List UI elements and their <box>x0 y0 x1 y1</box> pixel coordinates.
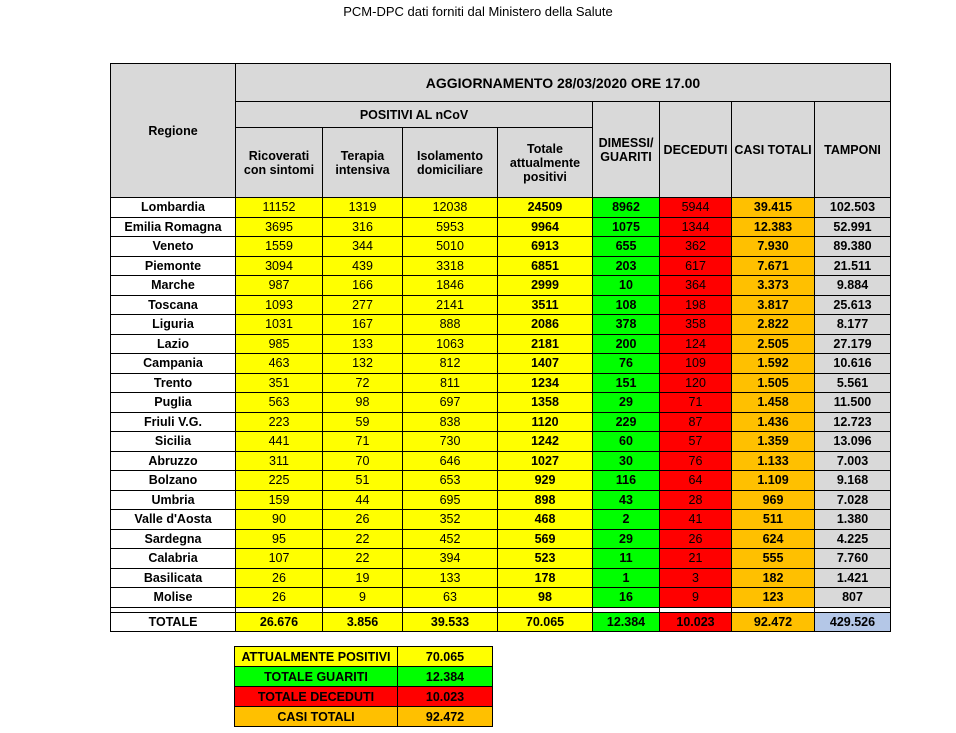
totale-positivi-value: 178 <box>498 568 593 588</box>
totale-positivi-value: 929 <box>498 471 593 491</box>
deceduti-value: 362 <box>660 237 732 257</box>
terapia-value: 9 <box>323 588 403 608</box>
tamponi-value: 1.421 <box>815 568 891 588</box>
dimessi-value: 378 <box>593 315 660 335</box>
casi-totali-value: 7.930 <box>732 237 815 257</box>
isolamento-value: 5010 <box>403 237 498 257</box>
totale-positivi-value: 3511 <box>498 295 593 315</box>
casi-totali-value: 1.359 <box>732 432 815 452</box>
tamponi-value: 13.096 <box>815 432 891 452</box>
isolamento-value: 812 <box>403 354 498 374</box>
header-deceduti: DECEDUTI <box>660 102 732 198</box>
tamponi-value: 5.561 <box>815 373 891 393</box>
region-name: Veneto <box>111 237 236 257</box>
region-name: TOTALE <box>111 612 236 631</box>
isolamento-value: 352 <box>403 510 498 530</box>
table-row <box>111 334 891 354</box>
tamponi-value: 429.526 <box>815 612 891 631</box>
region-name: Piemonte <box>111 256 236 276</box>
dimessi-value: 655 <box>593 237 660 257</box>
region-name: Marche <box>111 276 236 296</box>
dimessi-value: 229 <box>593 412 660 432</box>
table-row <box>111 315 891 335</box>
casi-totali-value: 555 <box>732 549 815 569</box>
isolamento-value: 1846 <box>403 276 498 296</box>
region-name: Lazio <box>111 334 236 354</box>
region-name: Valle d'Aosta <box>111 510 236 530</box>
total-row <box>111 612 891 631</box>
table-row <box>111 510 891 530</box>
isolamento-value: 646 <box>403 451 498 471</box>
dimessi-value: 8962 <box>593 198 660 218</box>
header-casi-totali: CASI TOTALI <box>732 102 815 198</box>
region-name: Umbria <box>111 490 236 510</box>
totale-positivi-value: 2999 <box>498 276 593 296</box>
casi-totali-value: 624 <box>732 529 815 549</box>
ricoverati-value: 26 <box>236 588 323 608</box>
tamponi-value: 89.380 <box>815 237 891 257</box>
dimessi-value: 108 <box>593 295 660 315</box>
table-row <box>111 568 891 588</box>
terapia-value: 344 <box>323 237 403 257</box>
deceduti-value: 71 <box>660 393 732 413</box>
summary-value: 10.023 <box>398 687 493 707</box>
ricoverati-value: 3695 <box>236 217 323 237</box>
ricoverati-value: 1093 <box>236 295 323 315</box>
table-row <box>111 237 891 257</box>
casi-totali-value: 182 <box>732 568 815 588</box>
summary-value: 70.065 <box>398 647 493 667</box>
casi-totali-value: 1.133 <box>732 451 815 471</box>
totale-positivi-value: 2086 <box>498 315 593 335</box>
isolamento-value: 1063 <box>403 334 498 354</box>
summary-label: TOTALE DECEDUTI <box>235 687 398 707</box>
table-row <box>111 490 891 510</box>
casi-totali-value: 2.505 <box>732 334 815 354</box>
dimessi-value: 10 <box>593 276 660 296</box>
deceduti-value: 3 <box>660 568 732 588</box>
terapia-value: 166 <box>323 276 403 296</box>
ricoverati-value: 90 <box>236 510 323 530</box>
table-row <box>111 354 891 374</box>
isolamento-value: 5953 <box>403 217 498 237</box>
totale-positivi-value: 1242 <box>498 432 593 452</box>
region-name: Molise <box>111 588 236 608</box>
totale-positivi-value: 898 <box>498 490 593 510</box>
deceduti-value: 364 <box>660 276 732 296</box>
terapia-value: 19 <box>323 568 403 588</box>
table-row <box>111 198 891 218</box>
terapia-value: 59 <box>323 412 403 432</box>
deceduti-value: 358 <box>660 315 732 335</box>
header-terapia: Terapia intensiva <box>323 128 403 198</box>
table-row <box>111 373 891 393</box>
header-positivi: POSITIVI AL nCoV <box>236 102 593 128</box>
tamponi-value: 7.003 <box>815 451 891 471</box>
dimessi-value: 29 <box>593 393 660 413</box>
dimessi-value: 116 <box>593 471 660 491</box>
header-isolamento: Isolamento domiciliare <box>403 128 498 198</box>
isolamento-value: 730 <box>403 432 498 452</box>
dimessi-value: 16 <box>593 588 660 608</box>
terapia-value: 22 <box>323 549 403 569</box>
dimessi-value: 12.384 <box>593 612 660 631</box>
summary-label: CASI TOTALI <box>235 707 398 727</box>
casi-totali-value: 3.373 <box>732 276 815 296</box>
isolamento-value: 697 <box>403 393 498 413</box>
terapia-value: 167 <box>323 315 403 335</box>
tamponi-value: 10.616 <box>815 354 891 374</box>
casi-totali-value: 1.109 <box>732 471 815 491</box>
ricoverati-value: 107 <box>236 549 323 569</box>
totale-positivi-value: 1234 <box>498 373 593 393</box>
isolamento-value: 695 <box>403 490 498 510</box>
ricoverati-value: 225 <box>236 471 323 491</box>
terapia-value: 316 <box>323 217 403 237</box>
summary-table <box>234 646 493 727</box>
ricoverati-value: 95 <box>236 529 323 549</box>
tamponi-value: 807 <box>815 588 891 608</box>
header-aggiornamento: AGGIORNAMENTO 28/03/2020 ORE 17.00 <box>236 64 891 102</box>
deceduti-value: 5944 <box>660 198 732 218</box>
dimessi-value: 203 <box>593 256 660 276</box>
tamponi-value: 7.028 <box>815 490 891 510</box>
header-tamponi: TAMPONI <box>815 102 891 198</box>
terapia-value: 44 <box>323 490 403 510</box>
tamponi-value: 1.380 <box>815 510 891 530</box>
ricoverati-value: 311 <box>236 451 323 471</box>
region-name: Campania <box>111 354 236 374</box>
isolamento-value: 3318 <box>403 256 498 276</box>
terapia-value: 72 <box>323 373 403 393</box>
dimessi-value: 1075 <box>593 217 660 237</box>
deceduti-value: 64 <box>660 471 732 491</box>
dimessi-value: 30 <box>593 451 660 471</box>
table-row <box>111 217 891 237</box>
tamponi-value: 9.884 <box>815 276 891 296</box>
deceduti-value: 124 <box>660 334 732 354</box>
summary-label: ATTUALMENTE POSITIVI <box>235 647 398 667</box>
region-name: Bolzano <box>111 471 236 491</box>
dimessi-value: 200 <box>593 334 660 354</box>
totale-positivi-value: 9964 <box>498 217 593 237</box>
casi-totali-value: 1.592 <box>732 354 815 374</box>
casi-totali-value: 123 <box>732 588 815 608</box>
terapia-value: 439 <box>323 256 403 276</box>
dimessi-value: 43 <box>593 490 660 510</box>
source-line: PCM-DPC dati forniti dal Ministero della Salute <box>343 4 613 19</box>
isolamento-value: 2141 <box>403 295 498 315</box>
ricoverati-value: 3094 <box>236 256 323 276</box>
isolamento-value: 888 <box>403 315 498 335</box>
ricoverati-value: 26 <box>236 568 323 588</box>
isolamento-value: 452 <box>403 529 498 549</box>
casi-totali-value: 1.458 <box>732 393 815 413</box>
totale-positivi-value: 70.065 <box>498 612 593 631</box>
tamponi-value: 9.168 <box>815 471 891 491</box>
terapia-value: 70 <box>323 451 403 471</box>
table-row <box>111 432 891 452</box>
terapia-value: 71 <box>323 432 403 452</box>
summary-value: 12.384 <box>398 667 493 687</box>
tamponi-value: 21.511 <box>815 256 891 276</box>
deceduti-value: 9 <box>660 588 732 608</box>
totale-positivi-value: 1120 <box>498 412 593 432</box>
totale-positivi-value: 6913 <box>498 237 593 257</box>
casi-totali-value: 12.383 <box>732 217 815 237</box>
region-name: Trento <box>111 373 236 393</box>
tamponi-value: 102.503 <box>815 198 891 218</box>
isolamento-value: 12038 <box>403 198 498 218</box>
deceduti-value: 1344 <box>660 217 732 237</box>
dimessi-value: 11 <box>593 549 660 569</box>
dimessi-value: 2 <box>593 510 660 530</box>
ricoverati-value: 159 <box>236 490 323 510</box>
summary-row <box>235 687 493 707</box>
deceduti-value: 198 <box>660 295 732 315</box>
isolamento-value: 653 <box>403 471 498 491</box>
terapia-value: 277 <box>323 295 403 315</box>
summary-value: 92.472 <box>398 707 493 727</box>
dimessi-value: 151 <box>593 373 660 393</box>
casi-totali-value: 2.822 <box>732 315 815 335</box>
totale-positivi-value: 24509 <box>498 198 593 218</box>
ricoverati-value: 1031 <box>236 315 323 335</box>
ricoverati-value: 11152 <box>236 198 323 218</box>
terapia-value: 26 <box>323 510 403 530</box>
region-name: Sardegna <box>111 529 236 549</box>
isolamento-value: 811 <box>403 373 498 393</box>
table-row <box>111 451 891 471</box>
totale-positivi-value: 98 <box>498 588 593 608</box>
deceduti-value: 26 <box>660 529 732 549</box>
region-name: Lombardia <box>111 198 236 218</box>
totale-positivi-value: 1027 <box>498 451 593 471</box>
header-regione: Regione <box>111 64 236 198</box>
table-row <box>111 393 891 413</box>
region-name: Sicilia <box>111 432 236 452</box>
table-row <box>111 471 891 491</box>
tamponi-value: 52.991 <box>815 217 891 237</box>
tamponi-value: 7.760 <box>815 549 891 569</box>
casi-totali-value: 1.505 <box>732 373 815 393</box>
deceduti-value: 41 <box>660 510 732 530</box>
table-row <box>111 295 891 315</box>
dimessi-value: 76 <box>593 354 660 374</box>
deceduti-value: 21 <box>660 549 732 569</box>
ricoverati-value: 463 <box>236 354 323 374</box>
tamponi-value: 8.177 <box>815 315 891 335</box>
ricoverati-value: 351 <box>236 373 323 393</box>
deceduti-value: 109 <box>660 354 732 374</box>
totale-positivi-value: 6851 <box>498 256 593 276</box>
isolamento-value: 838 <box>403 412 498 432</box>
summary-row <box>235 667 493 687</box>
totale-positivi-value: 569 <box>498 529 593 549</box>
terapia-value: 133 <box>323 334 403 354</box>
dimessi-value: 1 <box>593 568 660 588</box>
terapia-value: 132 <box>323 354 403 374</box>
totale-positivi-value: 1407 <box>498 354 593 374</box>
region-name: Friuli V.G. <box>111 412 236 432</box>
region-name: Toscana <box>111 295 236 315</box>
casi-totali-value: 39.415 <box>732 198 815 218</box>
terapia-value: 3.856 <box>323 612 403 631</box>
region-name: Emilia Romagna <box>111 217 236 237</box>
table-row <box>111 529 891 549</box>
ricoverati-value: 441 <box>236 432 323 452</box>
ricoverati-value: 1559 <box>236 237 323 257</box>
table-row <box>111 276 891 296</box>
casi-totali-value: 3.817 <box>732 295 815 315</box>
tamponi-value: 4.225 <box>815 529 891 549</box>
region-name: Basilicata <box>111 568 236 588</box>
table-row <box>111 588 891 608</box>
header-totale-positivi: Totale attualmente positivi <box>498 128 593 198</box>
tamponi-value: 12.723 <box>815 412 891 432</box>
terapia-value: 98 <box>323 393 403 413</box>
terapia-value: 1319 <box>323 198 403 218</box>
regional-data-table <box>110 63 891 632</box>
tamponi-value: 25.613 <box>815 295 891 315</box>
isolamento-value: 39.533 <box>403 612 498 631</box>
isolamento-value: 63 <box>403 588 498 608</box>
region-name: Calabria <box>111 549 236 569</box>
header-dimessi: DIMESSI/ GUARITI <box>593 102 660 198</box>
table-row <box>111 412 891 432</box>
region-name: Abruzzo <box>111 451 236 471</box>
header-ricoverati: Ricoverati con sintomi <box>236 128 323 198</box>
isolamento-value: 394 <box>403 549 498 569</box>
casi-totali-value: 511 <box>732 510 815 530</box>
isolamento-value: 133 <box>403 568 498 588</box>
deceduti-value: 57 <box>660 432 732 452</box>
table-row <box>111 549 891 569</box>
region-name: Puglia <box>111 393 236 413</box>
deceduti-value: 87 <box>660 412 732 432</box>
deceduti-value: 10.023 <box>660 612 732 631</box>
tamponi-value: 11.500 <box>815 393 891 413</box>
tamponi-value: 27.179 <box>815 334 891 354</box>
ricoverati-value: 223 <box>236 412 323 432</box>
summary-row <box>235 647 493 667</box>
ricoverati-value: 987 <box>236 276 323 296</box>
ricoverati-value: 563 <box>236 393 323 413</box>
totale-positivi-value: 523 <box>498 549 593 569</box>
ricoverati-value: 985 <box>236 334 323 354</box>
deceduti-value: 120 <box>660 373 732 393</box>
casi-totali-value: 7.671 <box>732 256 815 276</box>
dimessi-value: 29 <box>593 529 660 549</box>
casi-totali-value: 1.436 <box>732 412 815 432</box>
summary-label: TOTALE GUARITI <box>235 667 398 687</box>
terapia-value: 22 <box>323 529 403 549</box>
totale-positivi-value: 2181 <box>498 334 593 354</box>
totale-positivi-value: 1358 <box>498 393 593 413</box>
ricoverati-value: 26.676 <box>236 612 323 631</box>
region-name: Liguria <box>111 315 236 335</box>
dimessi-value: 60 <box>593 432 660 452</box>
summary-row <box>235 707 493 727</box>
casi-totali-value: 969 <box>732 490 815 510</box>
totale-positivi-value: 468 <box>498 510 593 530</box>
table-row <box>111 256 891 276</box>
casi-totali-value: 92.472 <box>732 612 815 631</box>
deceduti-value: 617 <box>660 256 732 276</box>
deceduti-value: 76 <box>660 451 732 471</box>
terapia-value: 51 <box>323 471 403 491</box>
deceduti-value: 28 <box>660 490 732 510</box>
